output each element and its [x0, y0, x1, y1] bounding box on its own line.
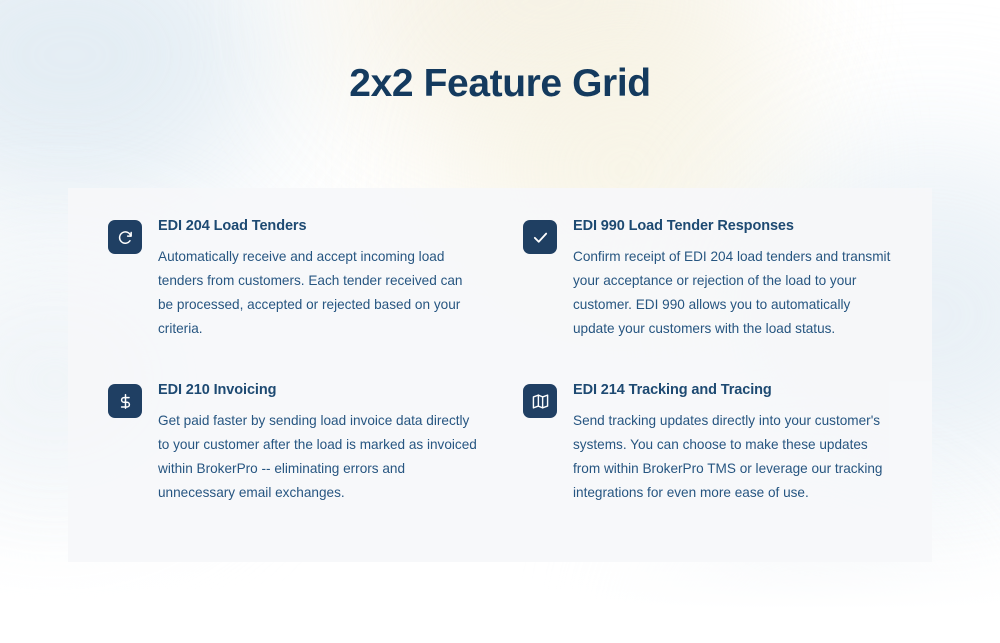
feature-body: Get paid faster by sending load invoice data directly to your customer after the load is marked as invoiced within BrokerPro -- eliminating errors and unnecessary email exchanges. [158, 413, 477, 501]
checkmark-icon [523, 220, 557, 254]
feature-item [108, 218, 481, 368]
feature-item [108, 382, 481, 532]
feature-title: EDI 214 Tracking and Tracing [573, 382, 772, 398]
feature-text [158, 382, 481, 505]
feature-grid [68, 188, 932, 562]
map-location-icon [523, 384, 557, 418]
feature-body: Automatically receive and accept incoming load tenders from customers. Each tender received can be processed, accepted or rejected based on your criteria. [158, 249, 463, 337]
feature-item [523, 382, 896, 532]
dollar-sign-icon [108, 384, 142, 418]
feature-item [523, 218, 896, 368]
feature-title: EDI 210 Invoicing [158, 382, 277, 398]
feature-title: EDI 990 Load Tender Responses [573, 218, 794, 234]
feature-title: EDI 204 Load Tenders [158, 218, 307, 234]
feature-text [573, 382, 895, 505]
page-title: 2x2 Feature Grid [349, 62, 651, 105]
feature-body: Confirm receipt of EDI 204 load tenders and transmit your acceptance or rejection of the load to your customer. EDI 990 allows you to automatically update your customers with the load status. [573, 249, 891, 337]
feature-text [573, 218, 895, 341]
feature-text [158, 218, 481, 341]
feature-grid-panel [68, 188, 932, 562]
feature-body: Send tracking updates directly into your customer's systems. You can choose to make these updates from within BrokerPro TMS or leverage our tracking integrations for even more ease of use. [573, 413, 883, 501]
refresh-cycle-icon [108, 220, 142, 254]
